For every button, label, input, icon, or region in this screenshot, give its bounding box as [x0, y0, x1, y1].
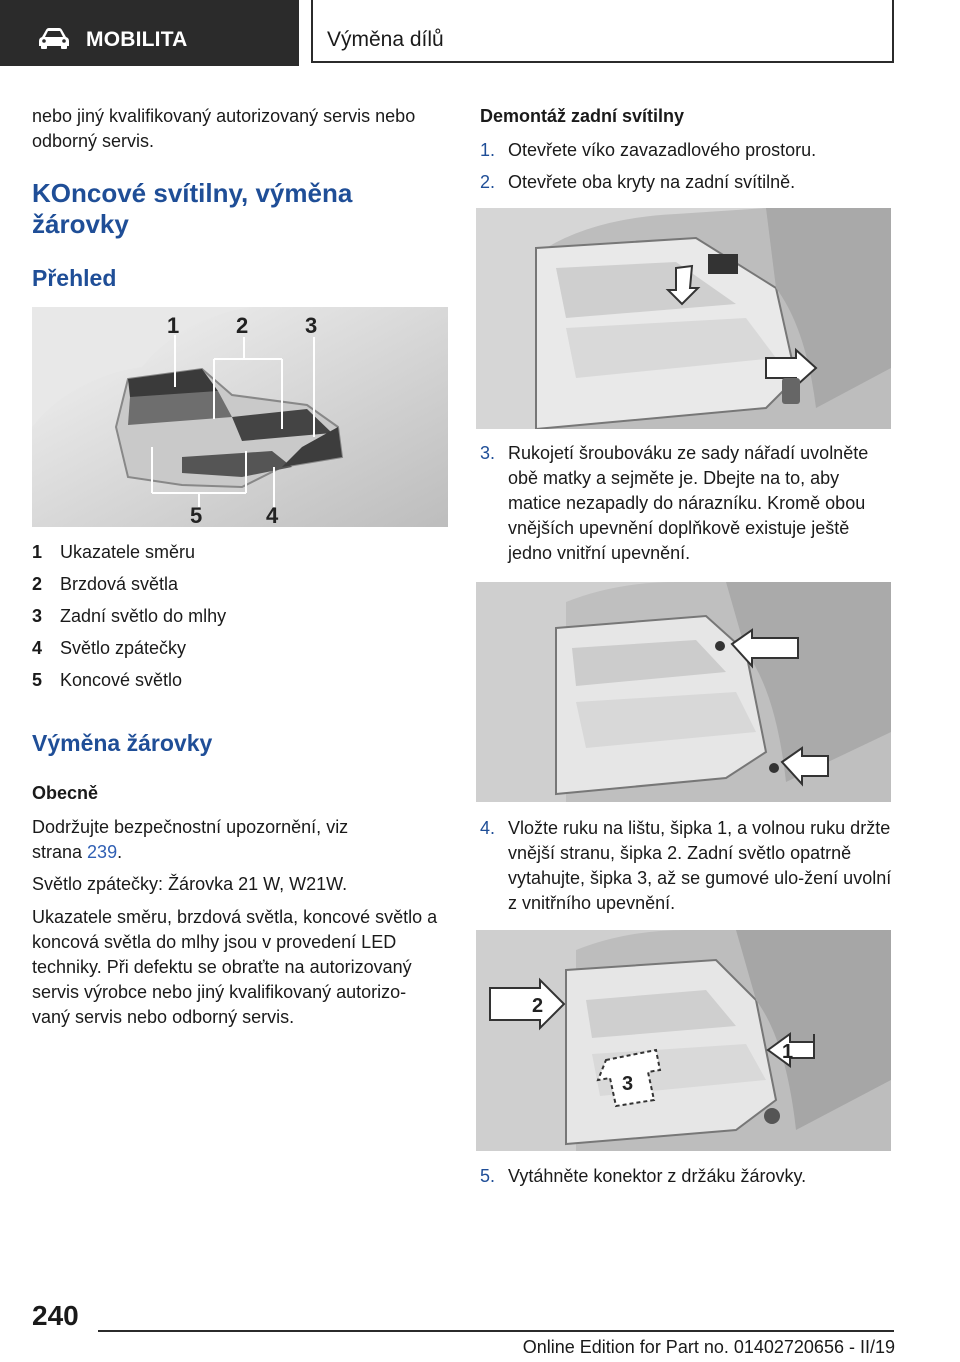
- general-heading: Obecně: [32, 783, 99, 803]
- figure-arrow-label-1: 1: [782, 1041, 794, 1063]
- removal-heading: Demontáž zadní svítilny: [480, 106, 685, 126]
- section-heading: KOncové svítilny, výměna žárovky: [32, 178, 353, 239]
- step4-figure: [476, 930, 891, 1151]
- section-title: MOBILITA: [86, 28, 188, 51]
- figure-label-5: 5: [190, 503, 203, 527]
- step3-figure: [476, 582, 891, 802]
- bulb-spec-paragraph: Světlo zpátečky: Žárovka 21 W, W21W.: [32, 874, 348, 894]
- header-chapter-box: [311, 0, 894, 63]
- page-link-239[interactable]: 239: [87, 842, 118, 862]
- taillight-overview-figure: [32, 307, 448, 527]
- intro-text: nebo jiný kvalifikovaný autorizovaný servis nebo odborný servis.: [32, 106, 416, 151]
- header-section-tab: [0, 0, 299, 66]
- left-column: [32, 104, 442, 154]
- chapter-title: Výměna dílů: [327, 28, 444, 51]
- figure-label-2: 2: [236, 313, 249, 338]
- edition-footer: Online Edition for Part no. 01402720656 - II/19: [522, 1337, 895, 1357]
- figure-arrow-label-3: 3: [622, 1073, 634, 1095]
- page-number: 240: [32, 1300, 79, 1331]
- footer-divider: [98, 1330, 894, 1332]
- figure-label-3: 3: [305, 313, 318, 338]
- overview-heading: Přehled: [32, 265, 117, 291]
- led-paragraph: Ukazatele směru, brzdová světla, koncové světlo a koncová světla do mlhy jsou v provedení LED techniky. Při defektu se obraťte na autorizovaný servis výrobce nebo jiný kvalifikovaný autorizo‐vaný servis nebo odborný servis.: [32, 907, 438, 1027]
- safety-paragraph: Dodržujte bezpečnostní upozornění, viz strana 239.: [32, 817, 349, 862]
- figure-label-1: 1: [167, 313, 180, 338]
- step2-figure: [476, 208, 891, 429]
- figure-arrow-label-2: 2: [532, 995, 544, 1017]
- replace-heading: Výměna žárovky: [32, 730, 213, 756]
- car-icon: [38, 27, 70, 49]
- figure-label-4: 4: [266, 503, 279, 527]
